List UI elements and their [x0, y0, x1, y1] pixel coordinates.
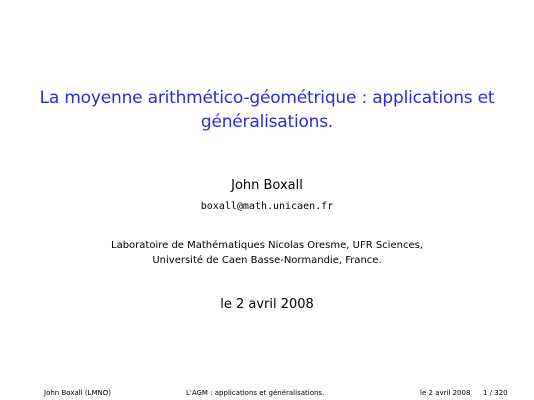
title-line-1: La moyenne arithmético-géométrique : applications et — [39, 88, 495, 108]
institute-line-1: Laboratoire de Mathématiques Nicolas Oresme, UFR Sciences, — [111, 240, 423, 251]
footer-page-number: 1 / 320 — [483, 389, 508, 397]
footer-date: le 2 avril 2008 — [420, 389, 471, 397]
footline — [0, 387, 534, 399]
institute-line-2: Université de Caen Basse-Normandie, France. — [152, 255, 382, 266]
institute — [0, 238, 534, 268]
title-line-2: généralisations. — [200, 112, 334, 132]
footer-title: L'AGM : applications et généralisations. — [186, 389, 325, 397]
presentation-title — [20, 86, 514, 134]
author-email: boxall@math.unicaen.fr — [200, 201, 334, 212]
author-name: John Boxall — [231, 178, 303, 193]
footer-author: John Boxall (LMNO) — [44, 389, 112, 397]
presentation-date: le 2 avril 2008 — [220, 297, 314, 312]
